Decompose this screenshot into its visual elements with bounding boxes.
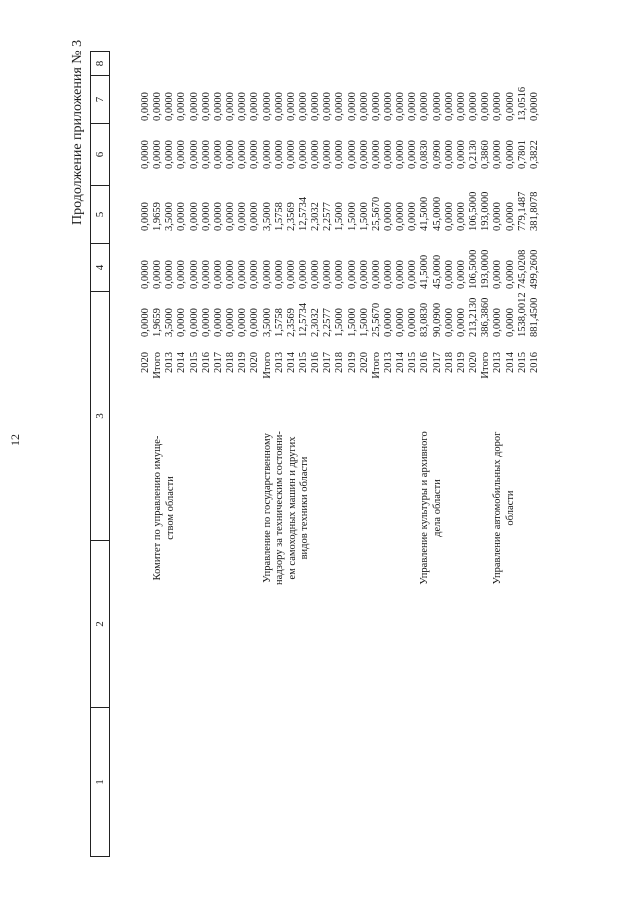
row-label: 2018 [334,352,346,373]
cell-c7: 0,0000 [334,140,346,169]
cell-c7: 0,0000 [395,140,407,169]
cell-c7: 0,0000 [200,140,212,169]
cell-c5: 0,0000 [237,260,249,289]
cell-c5: 45,0000 [431,254,443,289]
cell-c8: 0,0000 [200,92,212,121]
cell-c6: 0,0000 [504,202,516,231]
header-col-8: 8 [90,51,110,75]
cell-c5: 0,0000 [395,260,407,289]
cell-c6: 0,0000 [212,202,224,231]
cell-c5: 0,0000 [261,260,273,289]
cell-c6: 1,5758 [273,202,285,231]
cell-c8: 0,0000 [492,92,504,121]
cell-c8: 0,0000 [225,92,237,121]
cell-c6: 779,1487 [516,191,528,231]
cell-c5: 0,0000 [200,260,212,289]
cell-c7: 0,0000 [370,140,382,169]
row-label: 2020 [249,352,261,373]
row-label: 2017 [322,352,334,373]
cell-c5: 0,0000 [346,260,358,289]
cell-c7: 0,0000 [358,140,370,169]
header-col-4: 4 [90,243,110,291]
cell-c4: 1538,0012 [516,292,528,337]
organization-name: Управление по государственному надзору за техническим состояни-ем самоходных машин и других видов техники области [261,431,310,585]
cell-c7: 0,0000 [455,140,467,169]
row-label: 2019 [346,352,358,373]
cell-c4: 3,5000 [164,308,176,337]
cell-c4: 0,0000 [225,308,237,337]
cell-c5: 0,0000 [443,260,455,289]
cell-c4: 1,9659 [152,308,164,337]
cell-c8: 0,0000 [334,92,346,121]
cell-c8: 0,0000 [212,92,224,121]
cell-c7: 0,0000 [273,140,285,169]
row-label: 2016 [310,352,322,373]
cell-c6: 12,5734 [297,196,309,231]
cell-c8: 0,0000 [237,92,249,121]
cell-c8: 0,0000 [480,92,492,121]
row-label: Итого [370,352,382,379]
cell-c6: 0,0000 [140,202,151,231]
cell-c6: 193,0000 [480,191,492,231]
cell-c4: 90,0900 [431,302,443,337]
cell-c5: 0,0000 [383,260,394,289]
cell-c5: 0,0000 [334,260,346,289]
page-number: 12 [8,434,22,446]
cell-c5: 0,0000 [407,260,419,289]
cell-c8: 0,0000 [285,92,297,121]
cell-c7: 0,0000 [322,140,334,169]
cell-c5: 745,0208 [516,249,528,289]
cell-c7: 0,0000 [212,140,224,169]
cell-c8: 0,0000 [358,92,370,121]
cell-c5: 0,0000 [504,260,516,289]
cell-c4: 0,0000 [492,308,504,337]
cell-c7: 0,2130 [468,140,480,169]
header-col-7: 7 [90,75,110,123]
row-label: Итого [261,352,273,379]
cell-c7: 0,0000 [492,140,504,169]
cell-c8: 0,0000 [455,92,467,121]
cell-c5: 0,0000 [285,260,297,289]
cell-c6: 3,5000 [261,202,273,231]
row-label: Итого [152,352,164,379]
cell-c6: 0,0000 [249,202,261,231]
row-label: 2013 [383,352,394,373]
column-header-row [90,51,110,857]
cell-c8: 0,0000 [188,92,200,121]
cell-c6: 1,5000 [358,202,370,231]
cell-c4: 0,0000 [140,308,151,337]
row-label: 2020 [140,352,151,373]
cell-c4: 3,5000 [261,308,273,337]
cell-c7: 0,0000 [188,140,200,169]
row-label: 2019 [455,352,467,373]
cell-c4: 0,0000 [383,308,394,337]
cell-c5: 41,5000 [419,254,431,289]
cell-c6: 1,9659 [152,202,164,231]
cell-c5: 0,0000 [322,260,334,289]
cell-c7: 0,0000 [383,140,394,169]
cell-c5: 106,5000 [468,249,480,289]
cell-c7: 0,0000 [443,140,455,169]
cell-c8: 0,0000 [346,92,358,121]
row-label: Итого [480,352,492,379]
cell-c8: 0,0000 [310,92,322,121]
cell-c8: 0,0000 [407,92,419,121]
cell-c7: 0,0000 [225,140,237,169]
cell-c8: 0,0000 [249,92,261,121]
cell-c5: 193,0000 [480,249,492,289]
appendix-title: Продолжение приложения № 3 [70,39,85,225]
cell-c6: 381,8078 [528,191,540,231]
cell-c8: 0,0000 [297,92,309,121]
cell-c4: 0,0000 [504,308,516,337]
cell-c8: 13,0516 [516,86,528,121]
cell-c6: 25,5670 [370,196,382,231]
cell-c4: 1,5000 [358,308,370,337]
cell-c7: 0,0000 [176,140,188,169]
cell-c6: 0,0000 [225,202,237,231]
cell-c8: 0,0000 [370,92,382,121]
cell-c7: 0,0000 [346,140,358,169]
cell-c6: 45,0000 [431,196,443,231]
cell-c8: 0,0000 [419,92,431,121]
cell-c5: 0,0000 [370,260,382,289]
cell-c4: 2,3569 [285,308,297,337]
cell-c4: 0,0000 [237,308,249,337]
cell-c5: 0,0000 [164,260,176,289]
row-label: 2015 [407,352,419,373]
cell-c4: 0,0000 [188,308,200,337]
cell-c4: 12,5734 [297,302,309,337]
cell-c8: 0,0000 [322,92,334,121]
cell-c7: 0,3822 [528,140,540,169]
organization-name: Управление культуры и архивного дела области [419,431,443,585]
cell-c4: 0,0000 [443,308,455,337]
cell-c4: 0,0000 [212,308,224,337]
cell-c7: 0,0000 [237,140,249,169]
cell-c6: 0,0000 [383,202,394,231]
cell-c4: 2,2577 [322,308,334,337]
cell-c6: 1,5000 [334,202,346,231]
cell-c6: 2,3032 [310,202,322,231]
row-label: 2016 [419,352,431,373]
cell-c4: 0,0000 [249,308,261,337]
cell-c4: 0,0000 [200,308,212,337]
cell-c4: 2,3032 [310,308,322,337]
cell-c6: 0,0000 [407,202,419,231]
cell-c5: 0,0000 [310,260,322,289]
cell-c8: 0,0000 [443,92,455,121]
cell-c4: 0,0000 [395,308,407,337]
cell-c5: 0,0000 [273,260,285,289]
cell-c4: 25,5670 [370,302,382,337]
cell-c5: 0,0000 [249,260,261,289]
header-col-3: 3 [90,291,110,540]
cell-c4: 0,0000 [176,308,188,337]
cell-c8: 0,0000 [140,92,151,121]
row-label: 2013 [492,352,504,373]
cell-c7: 0,0000 [285,140,297,169]
cell-c7: 0,0000 [140,140,151,169]
cell-c6: 0,0000 [176,202,188,231]
cell-c6: 0,0000 [492,202,504,231]
row-label: 2017 [212,352,224,373]
organization-name: Управление автомобильных дорог области [492,431,516,585]
cell-c8: 0,0000 [383,92,394,121]
row-label: 2019 [237,352,249,373]
cell-c8: 0,0000 [468,92,480,121]
cell-c5: 0,0000 [358,260,370,289]
cell-c8: 0,0000 [164,92,176,121]
cell-c4: 1,5758 [273,308,285,337]
organization-name: Комитет по управлению имуще-ством области [152,435,176,581]
cell-c7: 0,0830 [419,140,431,169]
cell-c6: 2,3569 [285,202,297,231]
cell-c8: 0,0000 [528,92,540,121]
row-label: 2020 [468,352,480,373]
row-label: 2018 [443,352,455,373]
cell-c5: 0,0000 [455,260,467,289]
cell-c7: 0,0000 [297,140,309,169]
cell-c7: 0,0000 [310,140,322,169]
cell-c6: 2,2577 [322,202,334,231]
row-label: 2016 [200,352,212,373]
cell-c5: 0,0000 [176,260,188,289]
header-col-2: 2 [90,540,110,707]
cell-c7: 0,0000 [504,140,516,169]
cell-c5: 0,0000 [212,260,224,289]
cell-c8: 0,0000 [395,92,407,121]
row-label: 2015 [297,352,309,373]
header-col-1: 1 [90,707,110,857]
cell-c6: 41,5000 [419,196,431,231]
cell-c8: 0,0000 [504,92,516,121]
cell-c5: 0,0000 [492,260,504,289]
row-label: 2017 [431,352,443,373]
row-label: 2013 [164,352,176,373]
cell-c6: 0,0000 [200,202,212,231]
cell-c8: 0,0000 [261,92,273,121]
cell-c7: 0,0900 [431,140,443,169]
row-label: 2015 [188,352,200,373]
cell-c8: 0,0000 [273,92,285,121]
cell-c4: 1,5000 [346,308,358,337]
cell-c5: 0,0000 [152,260,164,289]
cell-c4: 83,0830 [419,302,431,337]
cell-c7: 0,0000 [152,140,164,169]
cell-c8: 0,0000 [431,92,443,121]
cell-c5: 499,2600 [528,249,540,289]
cell-c6: 3,5000 [164,202,176,231]
cell-c6: 0,0000 [443,202,455,231]
cell-c5: 0,0000 [188,260,200,289]
row-label: 2014 [395,352,407,373]
row-label: 2014 [504,352,516,373]
cell-c7: 0,0000 [164,140,176,169]
cell-c6: 1,5000 [346,202,358,231]
row-label: 2016 [528,352,540,373]
header-col-6: 6 [90,123,110,185]
cell-c7: 0,7801 [516,140,528,169]
row-label: 2014 [176,352,188,373]
cell-c6: 106,5000 [468,191,480,231]
cell-c4: 881,4500 [528,297,540,337]
cell-c7: 0,3860 [480,140,492,169]
cell-c4: 1,5000 [334,308,346,337]
cell-c5: 0,0000 [140,260,151,289]
cell-c6: 0,0000 [188,202,200,231]
cell-c6: 0,0000 [395,202,407,231]
cell-c4: 0,0000 [455,308,467,337]
cell-c7: 0,0000 [261,140,273,169]
cell-c4: 0,0000 [407,308,419,337]
cell-c7: 0,0000 [249,140,261,169]
row-label: 2014 [285,352,297,373]
cell-c6: 0,0000 [455,202,467,231]
cell-c4: 386,3860 [480,297,492,337]
row-label: 2015 [516,352,528,373]
cell-c5: 0,0000 [297,260,309,289]
cell-c4: 213,2130 [468,297,480,337]
cell-c8: 0,0000 [176,92,188,121]
cell-c6: 0,0000 [237,202,249,231]
row-label: 2018 [225,352,237,373]
cell-c5: 0,0000 [225,260,237,289]
row-label: 2013 [273,352,285,373]
cell-c7: 0,0000 [407,140,419,169]
row-label: 2020 [358,352,370,373]
header-col-5: 5 [90,185,110,243]
cell-c8: 0,0000 [152,92,164,121]
